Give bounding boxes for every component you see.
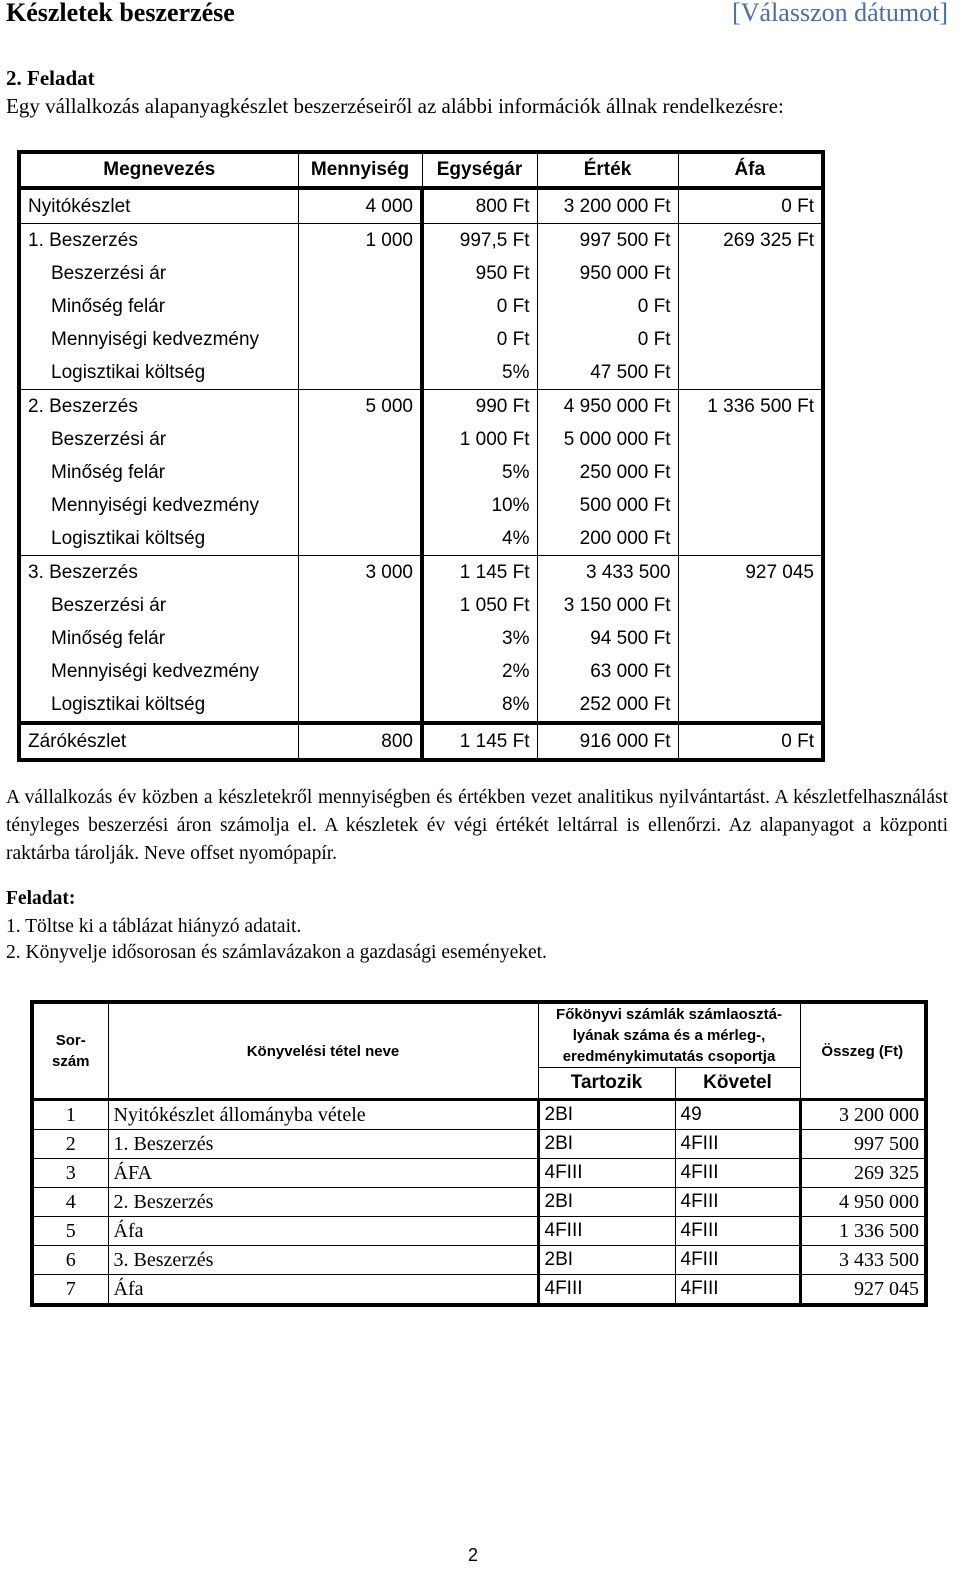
header-cell: Áfa — [678, 152, 823, 188]
table-cell — [678, 522, 823, 556]
table-cell — [298, 688, 422, 723]
journal-cell: 3. Beszerzés — [108, 1246, 538, 1275]
journal-cell: ÁFA — [108, 1159, 538, 1188]
inventory-table-row — [19, 323, 823, 356]
table-cell: 10% — [422, 489, 537, 522]
inventory-table — [17, 150, 825, 762]
header-cell: Egységár — [422, 152, 537, 188]
header-osszeg: Összeg (Ft) — [800, 1002, 926, 1100]
table-cell: 3 150 000 Ft — [537, 589, 678, 622]
table-cell: 0 Ft — [422, 290, 537, 323]
table-cell: 5% — [422, 456, 537, 489]
inventory-table-row — [19, 688, 823, 723]
journal-cell: 4FIII — [538, 1217, 675, 1246]
journal-cell: 3 — [32, 1159, 108, 1188]
inventory-table-row — [19, 188, 823, 224]
table-cell: 5 000 — [298, 390, 422, 424]
table-cell — [298, 423, 422, 456]
table-cell: 916 000 Ft — [537, 723, 678, 760]
table-cell: 3% — [422, 622, 537, 655]
journal-row — [32, 1159, 926, 1188]
table-cell: Logisztikai költség — [19, 688, 298, 723]
header-fokonyv: eredménykimutatás csoportja — [562, 1048, 776, 1065]
table-cell: 997,5 Ft — [422, 224, 537, 258]
table-cell: Minőség felár — [19, 622, 298, 655]
table-cell: Minőség felár — [19, 290, 298, 323]
table-cell: 3. Beszerzés — [19, 556, 298, 590]
table-cell — [678, 356, 823, 390]
journal-cell: 4FIII — [675, 1188, 800, 1217]
table-cell: 3 433 500 — [537, 556, 678, 590]
table-cell — [298, 323, 422, 356]
table-cell: Mennyiségi kedvezmény — [19, 489, 298, 522]
table-cell: Logisztikai költség — [19, 356, 298, 390]
journal-cell: 6 — [32, 1246, 108, 1275]
table-cell: 200 000 Ft — [537, 522, 678, 556]
table-cell — [298, 522, 422, 556]
inventory-table-row — [19, 423, 823, 456]
journal-cell: 4FIII — [675, 1275, 800, 1306]
inventory-table-row — [19, 522, 823, 556]
table-cell: 2% — [422, 655, 537, 688]
table-cell: Beszerzési ár — [19, 423, 298, 456]
journal-row — [32, 1217, 926, 1246]
table-cell: 1 000 Ft — [422, 423, 537, 456]
table-cell: 5 000 000 Ft — [537, 423, 678, 456]
table-cell: Mennyiségi kedvezmény — [19, 655, 298, 688]
journal-cell: 5 — [32, 1217, 108, 1246]
section-intro: Egy vállalkozás alapanyagkészlet beszerzéseiről az alábbi információk állnak rendelkezésre: — [6, 94, 784, 118]
table-cell: 997 500 Ft — [537, 224, 678, 258]
table-cell: 250 000 Ft — [537, 456, 678, 489]
journal-cell: 269 325 — [800, 1159, 926, 1188]
table-cell — [678, 323, 823, 356]
table-cell: 800 — [298, 723, 422, 760]
table-cell — [678, 655, 823, 688]
date-placeholder[interactable]: [Válasszon dátumot] — [732, 0, 948, 27]
table-cell: 269 325 Ft — [678, 224, 823, 258]
journal-cell: Áfa — [108, 1275, 538, 1306]
header-sorszam: szám — [51, 1053, 90, 1070]
header-tartozik: Tartozik — [538, 1068, 675, 1100]
header-fokonyv: lyának száma és a mérleg-, — [572, 1027, 766, 1044]
table-cell: 990 Ft — [422, 390, 537, 424]
table-cell: 1 145 Ft — [422, 723, 537, 760]
table-cell: 252 000 Ft — [537, 688, 678, 723]
journal-cell: 49 — [675, 1100, 800, 1130]
journal-row — [32, 1188, 926, 1217]
journal-header-row — [32, 1002, 926, 1068]
table-cell: 4 000 — [298, 188, 422, 224]
table-cell — [298, 290, 422, 323]
table-cell — [298, 489, 422, 522]
journal-cell: 1 336 500 — [800, 1217, 926, 1246]
table-cell: 8% — [422, 688, 537, 723]
inventory-table-row — [19, 556, 823, 590]
inventory-table-row — [19, 622, 823, 655]
table-cell: 950 Ft — [422, 257, 537, 290]
table-cell: 3 200 000 Ft — [537, 188, 678, 224]
section-title: 2. Feladat — [6, 66, 95, 90]
journal-cell: 2BI — [538, 1246, 675, 1275]
table-cell: 5% — [422, 356, 537, 390]
table-cell — [298, 257, 422, 290]
journal-cell: 2. Beszerzés — [108, 1188, 538, 1217]
table-cell — [298, 456, 422, 489]
table-cell: 4% — [422, 522, 537, 556]
table-cell — [298, 356, 422, 390]
task-item: 1. Töltse ki a táblázat hiányzó adatait. — [6, 916, 302, 937]
table-cell: 1 000 — [298, 224, 422, 258]
table-cell — [678, 456, 823, 489]
table-cell: 927 045 — [678, 556, 823, 590]
table-cell — [678, 257, 823, 290]
journal-cell: 4FIII — [675, 1217, 800, 1246]
journal-cell: 1 — [32, 1100, 108, 1130]
header-cell: Megnevezés — [19, 152, 298, 188]
header-kovetel: Követel — [675, 1068, 800, 1100]
header-tetel: Könyvelési tétel neve — [108, 1002, 538, 1100]
description-paragraph: A vállalkozás év közben a készletekről mennyiségben és értékben vezet analitikus nyilvántartást. A készletfelhasználást tényleges beszerzési áron számolja el. A készletek év végi értékét leltárral is ellenőrzi. Az alapanyagot a központi raktárba tárolják. Neve offset nyomópapír. — [6, 787, 948, 864]
journal-cell: 927 045 — [800, 1275, 926, 1306]
table-cell: 0 Ft — [422, 323, 537, 356]
header-cell: Mennyiség — [298, 152, 422, 188]
page-number: 2 — [468, 1545, 479, 1565]
inventory-table-row — [19, 655, 823, 688]
journal-cell: 4FIII — [675, 1130, 800, 1159]
table-cell: 4 950 000 Ft — [537, 390, 678, 424]
inventory-table-row — [19, 589, 823, 622]
header-sorszam: Sor- — [55, 1032, 86, 1049]
table-cell: Zárókészlet — [19, 723, 298, 760]
table-cell: 0 Ft — [537, 323, 678, 356]
table-cell — [678, 423, 823, 456]
inventory-table-row — [19, 456, 823, 489]
task-item: 2. Könyvelje idősorosan és számlavázakon a gazdasági eseményeket. — [6, 942, 547, 963]
table-cell — [678, 589, 823, 622]
table-cell — [298, 655, 422, 688]
table-cell: 94 500 Ft — [537, 622, 678, 655]
table-cell: 1. Beszerzés — [19, 224, 298, 258]
table-cell: 800 Ft — [422, 188, 537, 224]
table-cell: 2. Beszerzés — [19, 390, 298, 424]
table-cell — [678, 688, 823, 723]
journal-cell: 2BI — [538, 1188, 675, 1217]
table-cell: 47 500 Ft — [537, 356, 678, 390]
table-cell: Beszerzési ár — [19, 257, 298, 290]
table-cell: Nyitókészlet — [19, 188, 298, 224]
journal-cell: 3 200 000 — [800, 1100, 926, 1130]
table-cell: 950 000 Ft — [537, 257, 678, 290]
inventory-table-header — [19, 152, 823, 188]
journal-cell: 2 — [32, 1130, 108, 1159]
table-cell — [298, 589, 422, 622]
table-cell: Logisztikai költség — [19, 522, 298, 556]
table-cell — [678, 489, 823, 522]
table-cell: 0 Ft — [678, 723, 823, 760]
document-title: Készletek beszerzése — [6, 0, 235, 27]
table-cell: Beszerzési ár — [19, 589, 298, 622]
header-fokonyv: Főkönyvi számlák számlaosztá- — [556, 1006, 782, 1023]
table-cell — [298, 622, 422, 655]
journal-cell: 2BI — [538, 1130, 675, 1159]
journal-row — [32, 1130, 926, 1159]
inventory-table-row — [19, 224, 823, 258]
table-cell: 0 Ft — [678, 188, 823, 224]
journal-cell: 4FIII — [538, 1275, 675, 1306]
table-cell: 1 050 Ft — [422, 589, 537, 622]
table-cell: Minőség felár — [19, 456, 298, 489]
journal-cell: 1. Beszerzés — [108, 1130, 538, 1159]
journal-cell: 4FIII — [675, 1159, 800, 1188]
journal-cell: Áfa — [108, 1217, 538, 1246]
table-cell: 1 336 500 Ft — [678, 390, 823, 424]
table-cell: 500 000 Ft — [537, 489, 678, 522]
table-cell: 3 000 — [298, 556, 422, 590]
journal-cell: 3 433 500 — [800, 1246, 926, 1275]
journal-row — [32, 1246, 926, 1275]
inventory-table-row — [19, 390, 823, 424]
table-cell — [678, 290, 823, 323]
table-cell: 63 000 Ft — [537, 655, 678, 688]
table-cell — [678, 622, 823, 655]
journal-cell: 4FIII — [538, 1159, 675, 1188]
task-title: Feladat: — [6, 888, 76, 909]
table-cell: 0 Ft — [537, 290, 678, 323]
journal-cell: 4 950 000 — [800, 1188, 926, 1217]
journal-row — [32, 1100, 926, 1130]
journal-cell: 4FIII — [675, 1246, 800, 1275]
journal-cell: 4 — [32, 1188, 108, 1217]
journal-table — [30, 1000, 928, 1307]
journal-cell: 997 500 — [800, 1130, 926, 1159]
journal-cell: 2BI — [538, 1100, 675, 1130]
journal-cell: 7 — [32, 1275, 108, 1306]
journal-cell: Nyitókészlet állományba vétele — [108, 1100, 538, 1130]
inventory-table-row — [19, 290, 823, 323]
inventory-table-row — [19, 257, 823, 290]
inventory-table-row — [19, 723, 823, 760]
journal-row — [32, 1275, 926, 1306]
table-cell: 1 145 Ft — [422, 556, 537, 590]
inventory-table-row — [19, 356, 823, 390]
header-cell: Érték — [537, 152, 678, 188]
inventory-table-row — [19, 489, 823, 522]
table-cell: Mennyiségi kedvezmény — [19, 323, 298, 356]
